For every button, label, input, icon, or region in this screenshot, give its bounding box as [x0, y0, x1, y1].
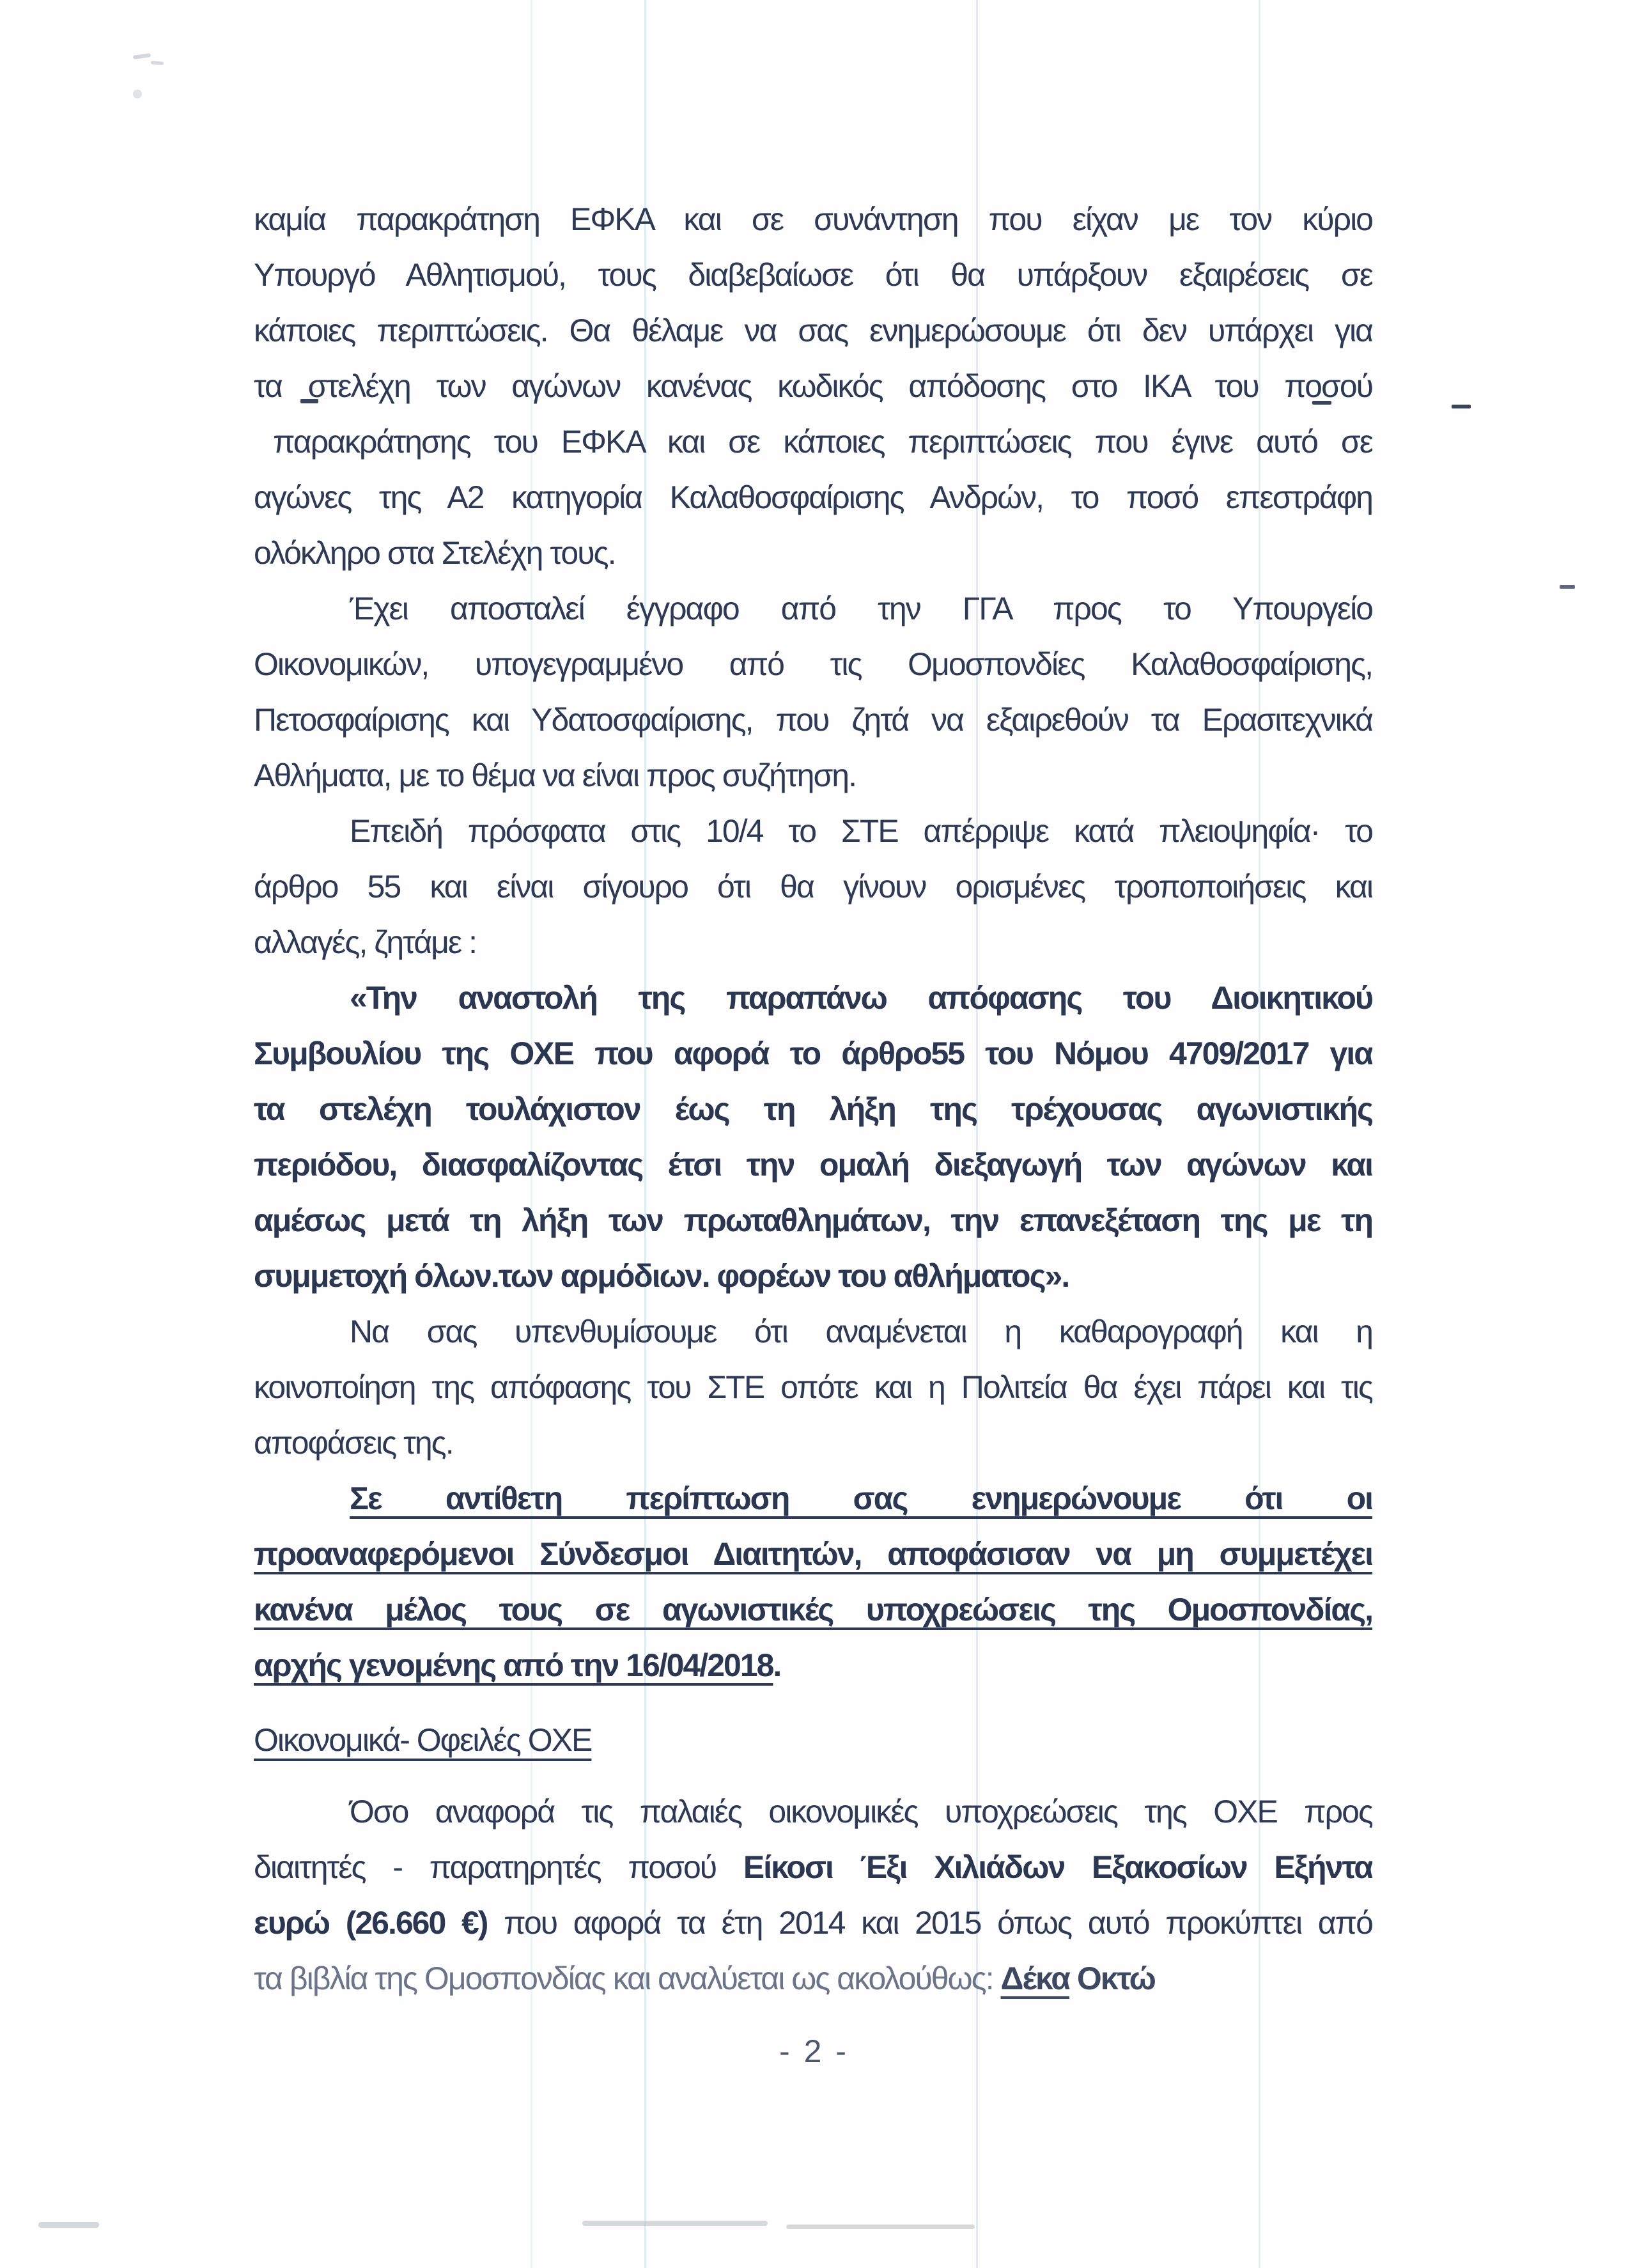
text-line [254, 1895, 1372, 1951]
text-line: αμέσως μετά τη λήξη των πρωταθλημάτων, την επανεξέταση της με τη [254, 1202, 1372, 1238]
text-line: αλλαγές, ζητάμε : [254, 924, 477, 960]
text-line: αποφάσεις της. [254, 1425, 453, 1461]
sentence-period: . [773, 1647, 781, 1683]
text-line [254, 1638, 1372, 1693]
paragraph-referee-warning [254, 1471, 1372, 1693]
text-line: άρθρο 55 και είναι σίγουρο ότι θα γίνουν ορισμένες τροποποιήσεις και [254, 869, 1372, 905]
text-line: συμμετοχή όλων.των αρμόδιων. φορέων του αθλήματος». [254, 1258, 1069, 1294]
pencil-mark-artifact [133, 89, 142, 98]
amount-words-bold: Είκοσι Έξι Χιλιάδων Εξακοσίων Εξήντα [743, 1849, 1372, 1885]
text-line: προαναφερόμενοι Σύνδεσμοι Διαιτητών, αποφάσισαν να μη συμμετέχει [254, 1536, 1372, 1572]
text-segment: διαιτητές - παρατηρητές ποσού [254, 1849, 743, 1885]
paragraph-reminder [254, 1304, 1372, 1471]
text-line: κανένα μέλος τους σε αγωνιστικές υποχρεώσεις της Ομοσπονδίας, [254, 1592, 1372, 1627]
text-line: Όσο αναφορά τις παλαιές οικονομικές υποχρεώσεις της ΟΧΕ προς [350, 1794, 1372, 1829]
letter-body [254, 192, 1372, 2007]
text-line: περιόδου, διασφαλίζοντας έτσι την ομαλή διεξαγωγή των αγώνων και [254, 1147, 1372, 1183]
scan-smudge-artifact [786, 2225, 975, 2229]
text-line: καμία παρακράτηση ΕΦΚΑ και σε συνάντηση που είχαν με τον κύριο [254, 201, 1372, 237]
paragraph-oxe-debts [254, 1784, 1372, 2007]
deka-bold-underlined: Δέκα [1000, 1961, 1069, 1996]
scan-smudge-artifact [38, 2222, 99, 2228]
text-line: αγώνες της Α2 κατηγορία Καλαθοσφαίρισης Ανδρών, το ποσό επεστράφη [254, 479, 1372, 515]
text-segment: τα βιβλία της Ομοσπονδίας και αναλύεται ως ακολούθως: [254, 1961, 1001, 1996]
okto-bold: Οκτώ [1069, 1961, 1155, 1996]
pencil-mark-artifact [151, 61, 164, 65]
paragraph-request-quote [254, 970, 1372, 1304]
text-line: «Την αναστολή της παραπάνω απόφασης του Διοικητικού [350, 980, 1372, 1016]
amount-euro-bold: ευρώ (26.660 €) [254, 1905, 488, 1941]
text-line: κάποιες περιπτώσεις. Θα θέλαμε να σας ενημερώσουμε ότι δεν υπάρχει για [254, 313, 1372, 348]
text-line: Σε αντίθετη περίπτωση σας ενημερώνουμε ότι οι [350, 1480, 1372, 1516]
paragraph-efka-withholding [254, 192, 1372, 581]
paragraph-gga-document [254, 581, 1372, 804]
text-line [254, 1951, 1372, 2007]
text-line: κοινοποίηση της απόφασης του ΣΤΕ οπότε και η Πολιτεία θα έχει πάρει και τις [254, 1369, 1372, 1405]
underlined-date-phrase: αρχής γενομένης από την 16/04/2018 [254, 1647, 773, 1683]
stray-dash-artifact [1560, 585, 1575, 589]
pencil-mark-artifact [133, 53, 151, 59]
scan-smudge-artifact [582, 2221, 768, 2226]
text-line: Συμβουλίου της ΟΧΕ που αφορά το άρθρο55 του Νόμου 4709/2017 για [254, 1036, 1372, 1071]
section-heading-finances: Οικονομικά- Οφειλές ΟΧΕ [254, 1722, 592, 1758]
text-line: Έχει αποσταλεί έγγραφο από την ΓΓΑ προς το Υπουργείο [350, 591, 1372, 626]
text-line [254, 1840, 1372, 1895]
text-line: τα στελέχη των αγώνων κανένας κωδικός απόδοσης στο ΙΚΑ του ποσού [254, 368, 1372, 404]
paragraph-ste-article55 [254, 804, 1372, 970]
text-line: Να σας υπενθυμίσουμε ότι αναμένεται η καθαρογραφή και η [350, 1314, 1372, 1349]
text-line: Οικονομικών, υπογεγραμμένο από τις Ομοσπονδίες Καλαθοσφαίρισης, [254, 646, 1372, 682]
page-number: - 2 - [779, 2033, 849, 2069]
text-line: ολόκληρο στα Στελέχη τους. [254, 535, 616, 571]
text-line: τα στελέχη τουλάχιστον έως τη λήξη της τρέχουσας αγωνιστικής [254, 1091, 1372, 1127]
text-segment: που αφορά τα έτη 2014 και 2015 όπως αυτό προκύπτει από [487, 1905, 1372, 1941]
text-line: Επειδή πρόσφατα στις 10/4 το ΣΤΕ απέρριψε κατά πλειοψηφία· το [350, 813, 1372, 849]
stray-dash-artifact [1452, 405, 1471, 408]
text-line: Αθλήματα, με το θέμα να είναι προς συζήτηση. [254, 757, 857, 793]
text-line: Πετοσφαίρισης και Υδατοσφαίρισης, που ζητά να εξαιρεθούν τα Ερασιτεχνικά [254, 702, 1372, 738]
text-line: Υπουργό Αθλητισμού, τους διαβεβαίωσε ότι θα υπάρξουν εξαιρέσεις σε [254, 257, 1372, 293]
text-line: παρακράτησης του ΕΦΚΑ και σε κάποιες περιπτώσεις που έγινε αυτό σε [273, 424, 1372, 460]
